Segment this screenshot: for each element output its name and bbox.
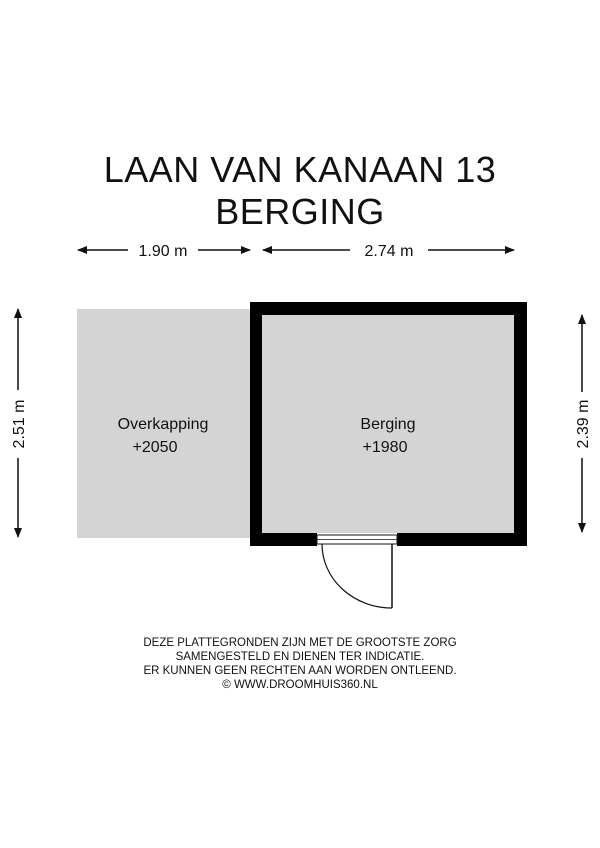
- overkapping-width-label: 1.90 m: [138, 243, 188, 260]
- overkapping-room-name: Overkapping: [117, 416, 209, 433]
- wall-left: [250, 302, 262, 546]
- wall-bottom-right: [397, 533, 527, 546]
- wall-top: [250, 302, 527, 315]
- copyright-link[interactable]: © WWW.DROOMHUIS360.NL: [222, 679, 378, 691]
- berging-room-name: Berging: [360, 416, 416, 433]
- dimension-overkapping-height: [11, 309, 28, 537]
- disclaimer-line: DEZE PLATTEGRONDEN ZIJN MET DE GROOTSTE ZORG: [143, 637, 457, 649]
- berging-height-label: 2.39 m: [575, 399, 592, 449]
- door: [317, 535, 397, 608]
- wall-bottom-left: [250, 533, 317, 546]
- wall-right: [514, 302, 527, 546]
- overkapping-room-level: +2050: [132, 439, 178, 456]
- dimension-berging-width: [263, 243, 514, 260]
- dimension-overkapping-width: [78, 243, 250, 260]
- berging-room-level: +1980: [362, 439, 408, 456]
- dimension-berging-height: [575, 315, 592, 532]
- berging-width-label: 2.74 m: [364, 243, 414, 260]
- disclaimer-line: ER KUNNEN GEEN RECHTEN AAN WORDEN ONTLEEND.: [143, 665, 457, 677]
- overkapping-height-label: 2.51 m: [11, 399, 28, 449]
- disclaimer: [0, 636, 600, 692]
- floor-title: BERGING: [215, 191, 385, 232]
- address-title: LAAN VAN KANAAN 13: [103, 149, 497, 190]
- disclaimer-line: SAMENGESTELD EN DIENEN TER INDICATIE.: [175, 651, 425, 663]
- door-swing-arc: [322, 544, 392, 608]
